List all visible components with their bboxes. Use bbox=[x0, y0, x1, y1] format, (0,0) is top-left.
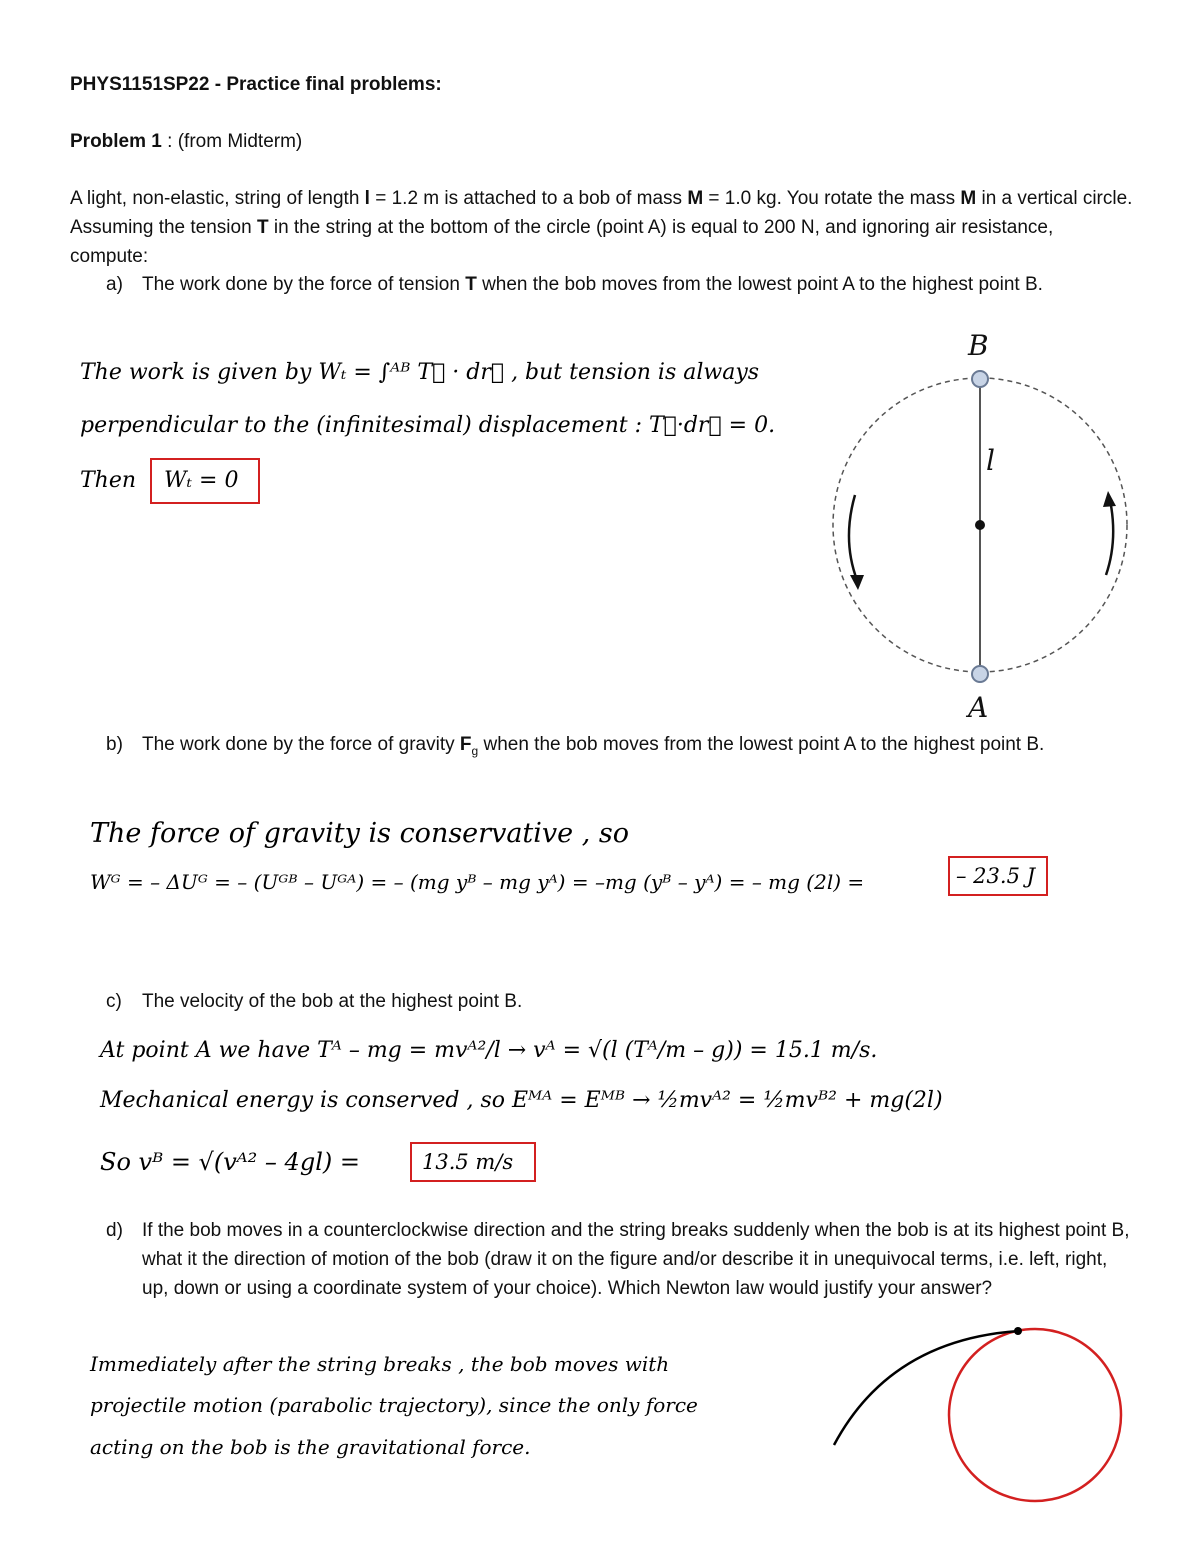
label-length: l bbox=[986, 444, 995, 477]
part-d-hw-line1: Immediately after the string breaks , the bob moves with bbox=[90, 1352, 670, 1376]
part-a-answer: Wₜ = 0 bbox=[164, 468, 239, 493]
left-arrow-head bbox=[850, 575, 864, 590]
right-arrow-head bbox=[1103, 491, 1116, 507]
part-a-answer-box bbox=[150, 458, 260, 504]
right-arrow-arc bbox=[1106, 500, 1113, 575]
part-a-hw-line2: perpendicular to the (infinitesimal) displacement : T⃗·dr⃗ = 0. bbox=[80, 413, 776, 438]
red-circle bbox=[949, 1329, 1121, 1501]
part-a-hw-line1: The work is given by Wₜ = ∫ᴬᴮ T⃗ · dr⃗ , but tension is always bbox=[80, 360, 760, 385]
bob-at-A bbox=[972, 666, 988, 682]
part-c-hw-line2: Mechanical energy is conserved , so Eᴹᴬ = Eᴹᴮ → ½mvᴬ² = ½mvᴮ² + mg(2l) bbox=[100, 1088, 943, 1113]
part-b-hw-line2: Wᴳ = – ΔUᴳ = – (Uᴳᴮ – Uᴳᴬ) = – (mg yᴮ – mg yᴬ) = –mg (yᴮ – yᴬ) = – mg (2l) = bbox=[90, 870, 865, 894]
label-B: B bbox=[968, 329, 989, 362]
circle-figure bbox=[820, 325, 1140, 725]
part-b-hw-line1: The force of gravity is conservative , so bbox=[90, 818, 629, 849]
trajectory-sketch bbox=[820, 1310, 1140, 1510]
part-c-answer-box bbox=[410, 1142, 536, 1182]
part-c-hw-line1: At point A we have Tᴬ – mg = mvᴬ²/l → vᴬ = √(l (Tᴬ/m – g)) = 15.1 m/s. bbox=[100, 1038, 878, 1063]
label-A: A bbox=[968, 691, 989, 724]
trajectory-curve bbox=[834, 1331, 1018, 1445]
part-a-hw-line3: Then bbox=[80, 468, 137, 493]
part-c-hw-line3: So vᴮ = √(vᴬ² – 4gl) = bbox=[100, 1148, 360, 1176]
page-title: PHYS1151SP22 - Practice final problems: bbox=[70, 74, 442, 95]
problem-heading: Problem 1 : (from Midterm) bbox=[70, 131, 303, 152]
problem-intro: A light, non-elastic, string of length l = 1.2 m is attached to a bob of mass M = 1.0 kg. You rotate the mass M in a vertical circle. Assuming the tension T in the string at the bottom of the circle (point A) is equal to 200 N, and ignoring air resistance, compute: bbox=[70, 188, 1133, 267]
part-d-hw-line2: projectile motion (parabolic trajectory), since the only force bbox=[90, 1393, 698, 1417]
part-b-answer-box bbox=[948, 856, 1048, 896]
part-c-answer: 13.5 m/s bbox=[422, 1150, 514, 1174]
center-point bbox=[975, 520, 985, 530]
release-point bbox=[1014, 1327, 1022, 1335]
left-arrow-arc bbox=[849, 495, 857, 580]
part-b-answer: – 23.5 J bbox=[956, 864, 1036, 888]
bob-at-B bbox=[972, 371, 988, 387]
part-d-hw-line3: acting on the bob is the gravitational force. bbox=[90, 1435, 531, 1459]
